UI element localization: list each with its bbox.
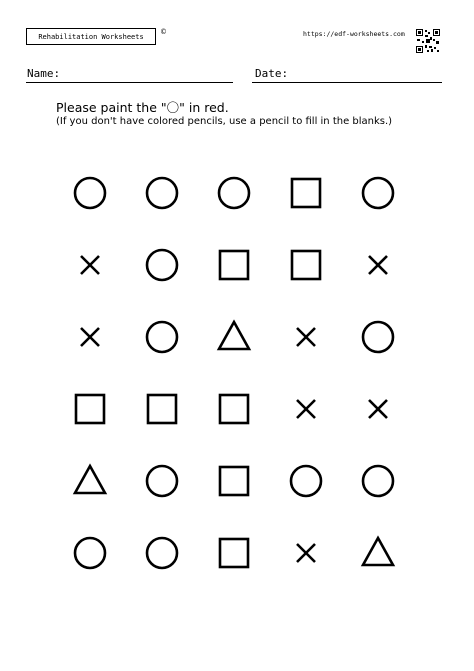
cross-icon[interactable] (297, 544, 315, 562)
triangle-icon[interactable] (363, 538, 393, 565)
cross-icon[interactable] (369, 256, 387, 274)
circle-icon[interactable] (363, 466, 393, 496)
circle-icon[interactable] (147, 178, 177, 208)
circle-icon[interactable] (147, 250, 177, 280)
square-icon[interactable] (220, 539, 248, 567)
cross-icon[interactable] (81, 328, 99, 346)
copyright-mark: © (160, 28, 167, 36)
circle-icon[interactable] (219, 178, 249, 208)
site-url[interactable]: https://edf-worksheets.com (303, 30, 405, 38)
name-label: Name: (27, 67, 61, 80)
date-label: Date: (255, 67, 289, 80)
circle-icon[interactable] (75, 538, 105, 568)
circle-icon[interactable] (147, 466, 177, 496)
circle-icon[interactable] (363, 178, 393, 208)
worksheet-title: Rehabilitation Worksheets (38, 32, 144, 41)
circle-icon[interactable] (363, 322, 393, 352)
square-icon[interactable] (220, 395, 248, 423)
cross-icon[interactable] (369, 400, 387, 418)
circle-icon[interactable] (147, 538, 177, 568)
cross-icon[interactable] (297, 400, 315, 418)
instruction-sub: (If you don't have colored pencils, use a pencil to fill in the blanks.) (56, 116, 393, 127)
square-icon[interactable] (220, 251, 248, 279)
triangle-icon[interactable] (75, 466, 105, 493)
circle-icon[interactable] (291, 466, 321, 496)
square-icon[interactable] (76, 395, 104, 423)
triangle-icon[interactable] (219, 322, 249, 349)
circle-icon[interactable] (75, 178, 105, 208)
cross-icon[interactable] (81, 256, 99, 274)
square-icon[interactable] (292, 179, 320, 207)
square-icon[interactable] (148, 395, 176, 423)
instruction-main: Please paint the "〇" in red. (56, 100, 229, 115)
square-icon[interactable] (220, 467, 248, 495)
circle-icon[interactable] (147, 322, 177, 352)
cross-icon[interactable] (297, 328, 315, 346)
square-icon[interactable] (292, 251, 320, 279)
